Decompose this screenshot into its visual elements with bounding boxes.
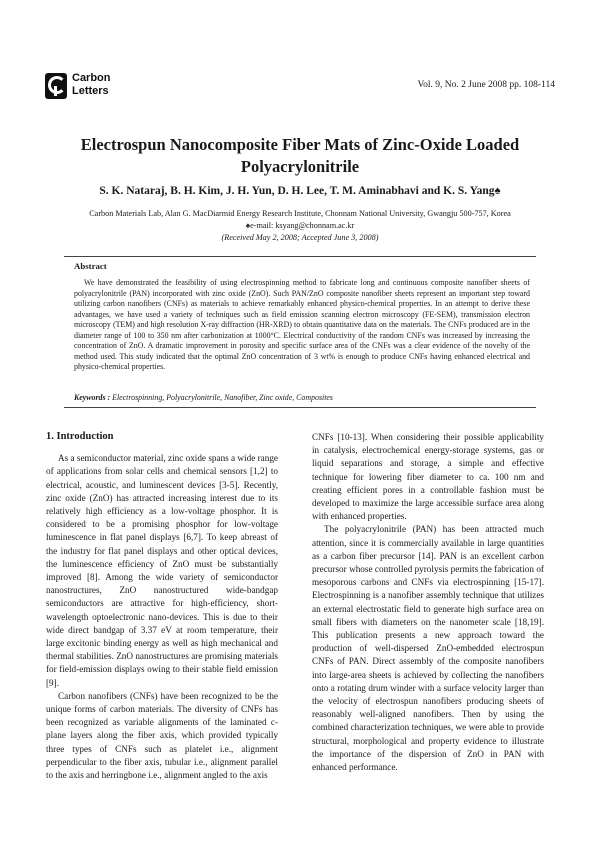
journal-logo — [45, 72, 125, 102]
intro-paragraph-2: Carbon nanofibers (CNFs) have been recognized to be the unique forms of carbon materials. The diversity of CNFs has been recognized as variable alignments of the laminated c-plane layers along the fiber axis, which provided typically three types of CNFs such as platelet i.e., alignment perpendicular to the fiber axis, tubular i.e., alignment parallel to the axis and herringbone i.e., alignment angled to the axis — [46, 690, 278, 781]
author-list: S. K. Nataraj, B. H. Kim, J. H. Yun, D. H. Lee, T. M. Aminabhavi and K. S. Yang♠ — [99, 185, 501, 197]
intro-paragraph-4: The polyacrylonitrile (PAN) has been attracted much attention, since it is commercially available in large quantities as a carbon fiber precursor [14]. PAN is an excellent carbon precursor whose controlled pyrolysis permits the fabrication of mesoporous carbons and CNFs via electrospinning [15-17]. Electrospinning is a nanofiber assembly technique that utilizes an external electrostatic field to generate high surface area on small fibers with diameters on the nanometer scale [18,19]. This publication presents a new approach toward the production of well-dispersed ZnO-embedded electrospun CNFs of PAN. Direct assembly of the composite nanofibers into large-area sheets is achieved by collecting the nanofibers onto a rotating drum winder with a surface velocity larger than the velocity of electrospun nanofibers producing sheets of reasonably well-aligned nanofibers. Then by using the combined characterization techniques, we were able to provide structural, morphological and property evidence to illustrate the importance of the dispersion of ZnO in PAN with enhanced performance. — [312, 524, 544, 773]
abstract-heading: Abstract — [74, 261, 107, 271]
intro-paragraph-3: CNFs [10-13]. When considering their possible applicability in catalysis, electrochemical energy-storage systems, gas or liquid separations and storage, a simple and effective technique for lowering fiber diameter to ca. 100 nm and creating efficient pores in a controllable fashion must be developed to maximize the large accessible surface area along with enhanced properties. — [312, 432, 544, 522]
left-column — [46, 430, 278, 782]
right-column — [312, 431, 544, 774]
section-heading-introduction: 1. Introduction — [46, 431, 114, 442]
carbon-letters-logo-icon — [45, 73, 67, 99]
received-dates: (Received May 2, 2008; Accepted June 3, 2008) — [221, 233, 379, 242]
affiliation-block — [40, 208, 560, 244]
corresponding-email[interactable]: ♠e-mail: ksyang@chonnam.ac.kr — [245, 221, 355, 230]
page-header — [45, 70, 555, 104]
journal-name-line1: Carbon — [72, 72, 111, 84]
keywords-line — [74, 393, 333, 402]
journal-name-line2: Letters — [72, 85, 109, 97]
volume-info: Vol. 9, No. 2 June 2008 pp. 108-114 — [417, 80, 555, 90]
abstract-text: We have demonstrated the feasibility of using electrospinning method to fabricate long and continuous composite nanofiber sheets of polyacrylonitrile (PAN) incorporated with zinc oxide (ZnO). Such PAN/ZnO composite nanofiber sheets represent an important step toward utilizing carbon nanofibers (CNFs) as materials to achieve remarkably enhanced physico-chemical properties. In an attempt to derive these advantages, we have used a variety of techniques such as field emission scanning electron microscopy (FE-SEM), transmission electron microscopy (TEM) and high resolution X-ray diffraction (HR-XRD) to obtain quantitative data on the materials. The CNFs produced are in the diameter range of 100 to 350 nm after carbonization at 1000°C. Electrical conductivity of the random CNFs was increased by increasing the concentration of ZnO. A dramatic improvement in porosity and specific surface area of the CNFs was a clear evidence of the novelty of the method used. This study indicated that the optimal ZnO concentration of 3 wt% is enough to produce CNFs having enhanced electrical and physico-chemical properties. — [74, 278, 530, 371]
affiliation: Carbon Materials Lab, Alan G. MacDiarmid Energy Research Institute, Chonnam National University, Gwangju 500-757, Korea — [89, 209, 511, 218]
paper-title: Electrospun Nanocomposite Fiber Mats of Zinc-Oxide Loaded Polyacrylonitrile — [80, 135, 520, 176]
keywords-label: Keywords : — [74, 393, 111, 402]
keywords-list: Electrospinning, Polyacrylonitrile, Nanofiber, Zinc oxide, Composites — [112, 393, 333, 402]
abstract-section — [64, 256, 536, 408]
intro-paragraph-1: As a semiconductor material, zinc oxide spans a wide range of applications from solar cells and chemical sensors [1,2] to electrical, acoustic, and luminescent devices [3-5]. Recently, zinc oxide (ZnO) has attracted increasing interest due to its relatively high efficiency as a low-voltage phosphor. It is considered to be a promising phosphor for low-voltage luminescence in flat panel displays [6,7]. To keep abreast of the industry for flat panel displays and other optical devices, the luminescence efficiency of ZnO must be substantially improved [8]. Among the wide variety of semiconductor nanostructures, ZnO nanostructured wide-bandgap semiconductors are attractive for high-efficiency, short-wavelength optoelectronic nano-devices. This is due to their wide direct bandgap of 3.37 eV at room temperature, their large excitonic binding energy as well as high mechanical and thermal stabilities. ZnO nanostructures are promising materials for field-emission displays owing to their stable field emission [9]. — [46, 453, 278, 688]
